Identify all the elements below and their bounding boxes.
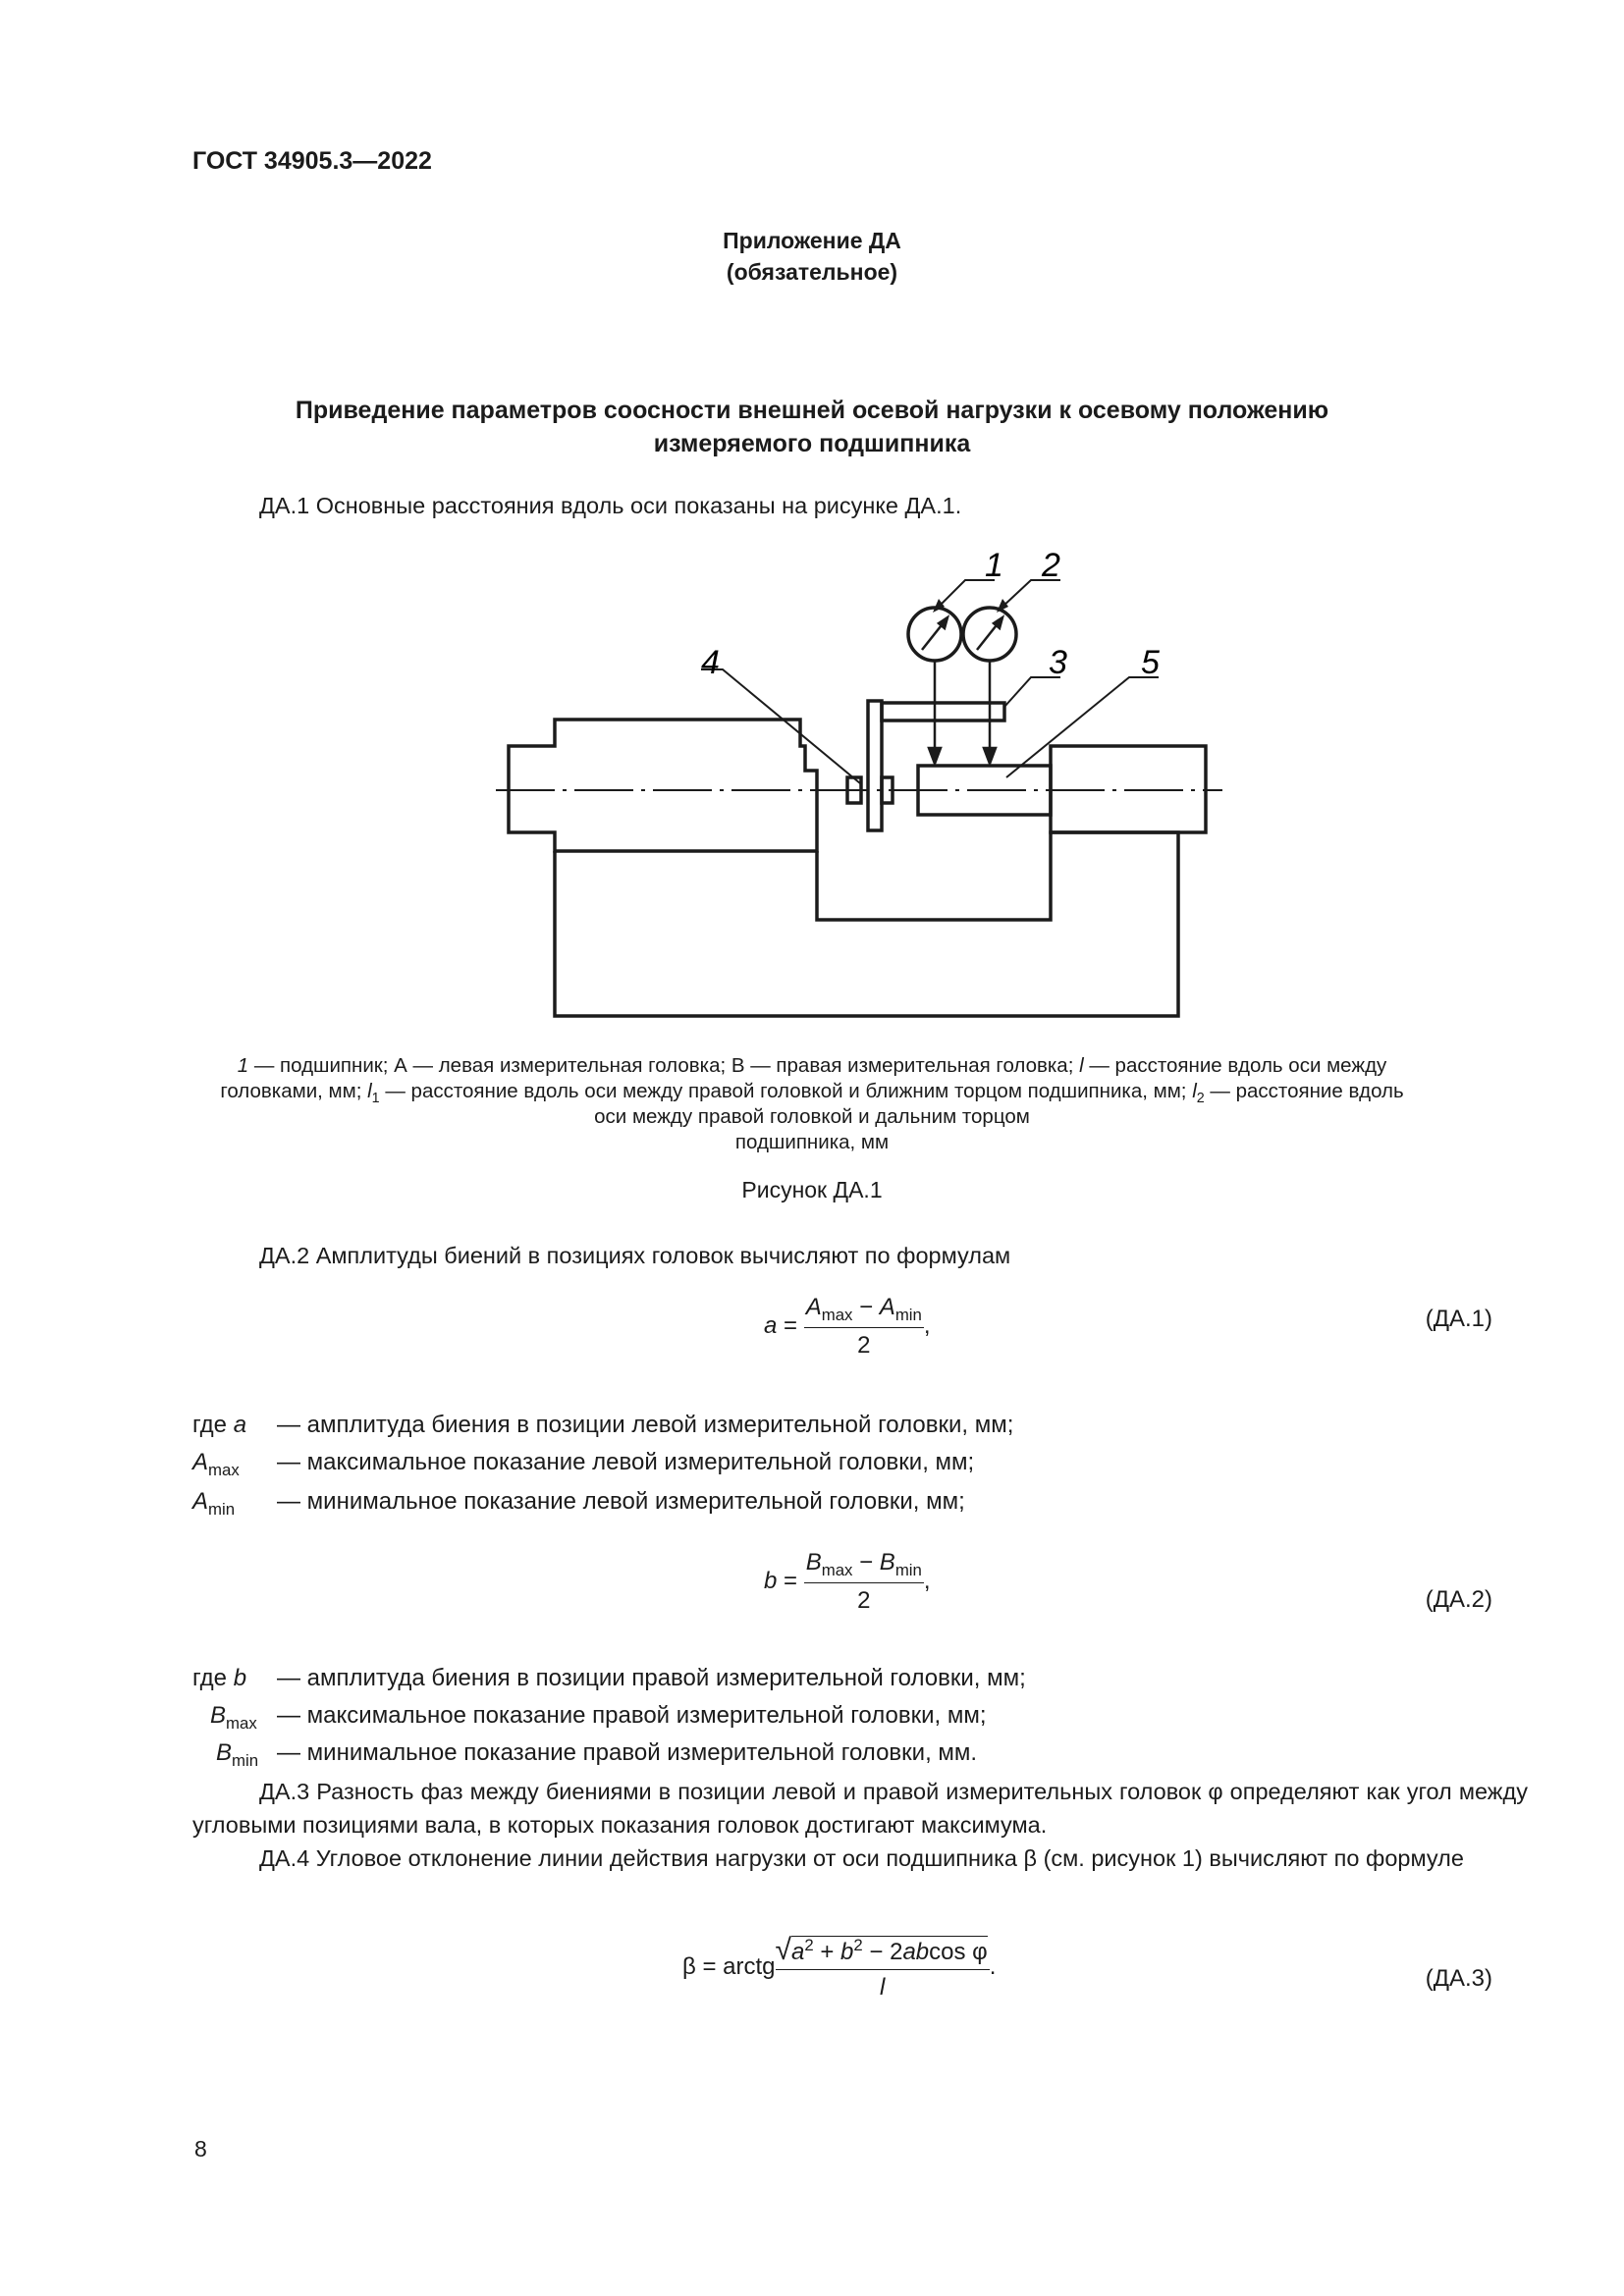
formula-da1-number: (ДА.1) [1425, 1306, 1492, 1332]
figure-caption-line4: подшипника, мм [734, 1131, 890, 1153]
paragraph-da3: ДА.3 Разность фаз между биениями в позиции левой и правой измерительных головок φ определяют как угол между угловыми позициями вала, в которых показания головок достигают максимума. [192, 1779, 1528, 1838]
figure-caption-line2: головками, мм; $l_1$ — расстояние вдоль оси между правой головкой и ближним торцом подшипника, мм; $l_2$ — расстояние вдоль [220, 1080, 1404, 1107]
page-number: 8 [194, 2136, 207, 2162]
figure-da1-drawing [0, 0, 1624, 1060]
formula-da2: b = $\frac{B_{max} - B_{min}}{2}$ , [764, 1549, 931, 1614]
machine-base [555, 832, 1178, 1016]
formula-da3: β = arctg $\frac{√a^2 + b^2 - 2abcos \varphi}{l}$ . [682, 1934, 997, 2001]
figure-title: Рисунок ДА.1 [741, 1177, 883, 1202]
figure-label-1: 1 [985, 547, 1003, 584]
figure-label-3: 3 [1049, 644, 1067, 681]
caption-number: 1 [237, 1054, 249, 1077]
standard-header: ГОСТ 34905.3—2022 [192, 147, 432, 175]
formula-da3-number: (ДА.3) [1425, 1965, 1492, 1992]
formula-da2-number: (ДА.2) [1425, 1586, 1492, 1613]
figure-label-5: 5 [1141, 644, 1160, 681]
section-title-line1: Приведение параметров соосности внешней осевой нагрузки к осевому положению [295, 397, 1329, 424]
where-block-2: где b — амплитуда биения в позиции правой измерительной головки, мм; $B_{max}$ — максимальное показание правой измерительной головки, мм; $B_{min}$ — минимальное показание правой измерительной головки, мм. [192, 1665, 1026, 1770]
appendix-status: (обязательное) [726, 259, 898, 285]
flange [868, 701, 882, 830]
formula-da1: a = $\frac{A_{max} - A_{min}}{2}$ , [764, 1294, 931, 1359]
paragraph-da4: ДА.4 Угловое отклонение линии действия нагрузки от оси подшипника β (см. рисунок 1) вычисляют по формуле [259, 1845, 1464, 1871]
paragraph-da1: ДА.1 Основные расстояния вдоль оси показаны на рисунке ДА.1. [259, 493, 962, 518]
where-block-1: где a — амплитуда биения в позиции левой измерительной головки, мм; $A_{max}$ — максимальное показание левой измерительной головки, мм; $A_{min}$ — минимальное показание левой измерительной головки, мм; [192, 1412, 1014, 1519]
section-title-line2: измеряемого подшипника [653, 430, 971, 457]
figure-label-2: 2 [1042, 547, 1060, 584]
appendix-title: Приложение ДА [723, 228, 901, 253]
figure-label-4: 4 [701, 644, 720, 681]
figure-caption-line3: оси между правой головкой и дальним торцом [594, 1105, 1030, 1128]
paragraph-da2: ДА.2 Амплитуды биений в позициях головок вычисляют по формулам [259, 1243, 1011, 1268]
arm [882, 703, 1004, 721]
left-housing [509, 720, 817, 851]
figure-caption-line1: 1 — подшипник; А — левая измерительная головка; В — правая измерительная головка; l — расстояние вдоль оси между [237, 1054, 1387, 1077]
